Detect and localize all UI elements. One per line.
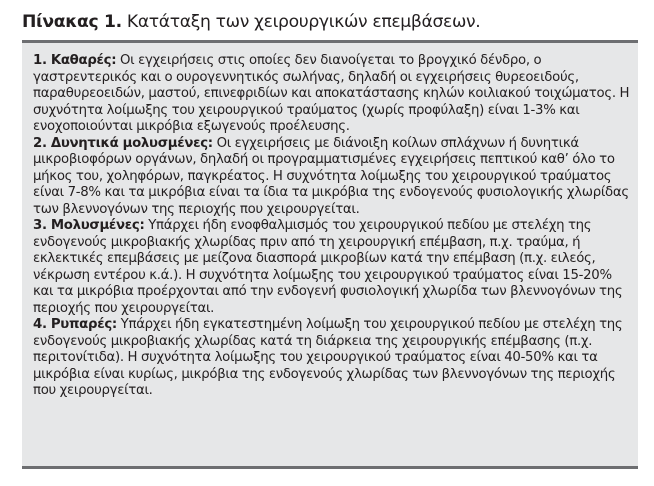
- table-caption-title: Κατάταξη των χειρουργικών επεμβάσεων.: [126, 12, 481, 32]
- entry-dirty-term: 4. Ρυπαρές:: [33, 317, 117, 332]
- entry-dirty-text: Υπάρχει ήδη εγκατεστημένη λοίμωξη του χειρουργικού πεδίου με στελέχη της ενδογενούς μικροβιακής χλωρίδας κατά τη διάρκεια της χειρουργικής επέμβασης (π.χ. περιτονίτιδα). Η συχνότητα λοίμωξης του χειρουργικού τραύματος είναι 40-50% και τα μικρόβια είναι κυρίως, μικρόβια της ενδογενούς χλωρίδας των βλεννογόνων της περιοχής που χειρουργείται.: [33, 317, 623, 398]
- entry-clean-contaminated-text: Οι εγχειρήσεις με διάνοιξη κοίλων σπλάχνων ή δυνητικά μικροβιοφόρων οργάνων, δηλαδή οι προγραμματισμένες εγχειρήσεις πεπτικού καθ’ όλο το μήκος του, χοληφόρων, παγκρέατος. Η συχνότητα λοίμωξης του χειρουργικού τραύματος είναι 7-8% και τα μικρόβια είναι τα ίδια τα μικρόβια της ενδογενούς φυσιολογικής χλωρίδας των βλεννογόνων της περιοχής που χειρουργείται.: [33, 135, 629, 217]
- entry-dirty: [33, 317, 633, 400]
- classification-table: [22, 40, 638, 469]
- table-caption: [22, 11, 642, 33]
- entry-clean-text: Οι εγχειρήσεις στις οποίες δεν διανοίγεται το βρογχικό δένδρο, ο γαστρεντερικός και ο ουρογεννητικός σωλήνας, δηλαδή οι εγχειρήσεις θυρεοειδούς, παραθυρεοειδών, μαστού, επινεφριδίων και αποκατάστασης κηλών κοιλιακού τοιχώματος. Η συχνότητα λοίμωξης του χειρουργικού τραύματος (χωρίς προφύλαξη) είναι 1-3% και ενοχοποιούνται μικρόβια εξωγενούς προέλευσης.: [33, 53, 630, 134]
- entry-contaminated-term: 3. Μολυσμένες:: [33, 218, 145, 233]
- entry-clean-contaminated-term: 2. Δυνητικά μολυσμένες:: [33, 135, 213, 151]
- entry-contaminated: [33, 218, 633, 317]
- entry-clean: [33, 53, 633, 136]
- entry-contaminated-text: Υπάρχει ήδη ενοφθαλμισμός του χειρουργικού πεδίου με στελέχη της ενδογενούς μικροβιακής χλωρίδας πριν από τη χειρουργική επέμβαση, π.χ. τραύμα, ή εκλεκτικές επεμβάσεις με μείζονα διασπορά μικροβίων κατά την επέμβαση (π.χ. ειλεός, νέκρωση εντέρου κ.ά.). Η συχνότητα λοίμωξης του χειρουργικού τραύματος είναι 15-20% και τα μικρόβια προέρχονται από την ενδογενή φυσιολογική χλωρίδα των βλεννογόνων της περιοχής που χειρουργείται.: [33, 218, 623, 316]
- classification-entries: [33, 53, 633, 400]
- entry-clean-term: 1. Καθαρές:: [33, 53, 117, 68]
- entry-clean-contaminated: [33, 136, 633, 219]
- table-caption-label: Πίνακας 1.: [22, 12, 122, 32]
